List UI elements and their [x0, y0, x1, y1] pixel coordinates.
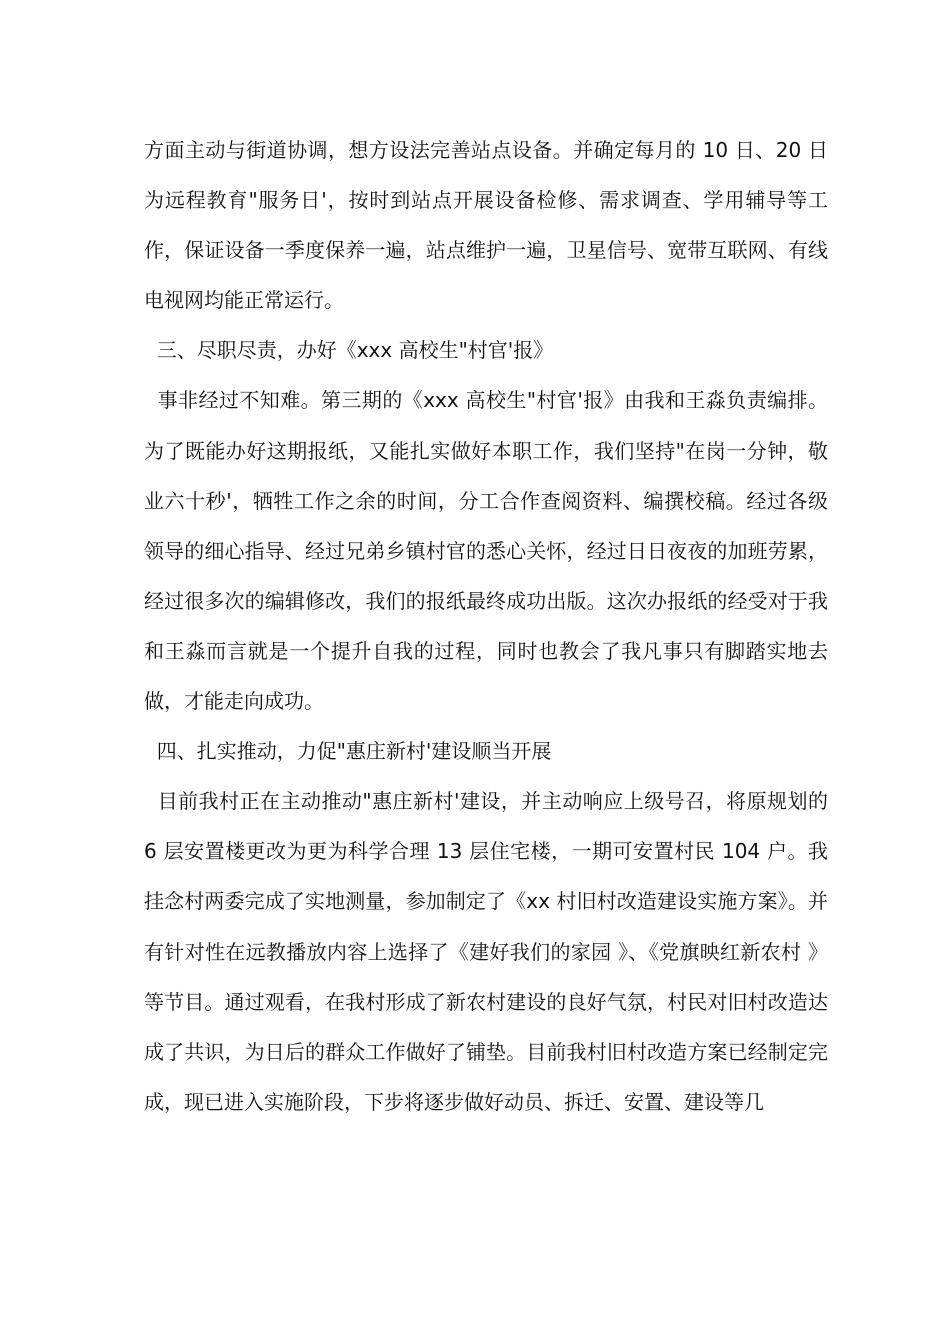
paragraph-site-equipment: 方面主动与街道协调，想方设法完善站点设备。并确定每月的 10 日、20 日为远程教育"服务日'，按时到站点开展设备检修、需求调查、学用辅导等工作，保证设备一季度保养一遍，站点维护一遍，卫星信号、宽带互联网、有线电视网均能正常运行。: [144, 138, 828, 313]
paragraph-new-village: 目前我村正在主动推动"惠庄新村'建设，并主动响应上级号召，将原规划的 6 层安置楼更改为更为科学合理 13 层住宅楼，一期可安置村民 104 户。我挂念村两委完成了实地测量，参加制定了《xx 村旧村改造建设实施方案》。并有针对性在远教播放内容上选择了《建好我们的家园 》、《党旗映红新农村 》等节目。通过观看，在我村形成了新农村建设的良好气氛，村民对旧村改造达成了共识，为日后的群众工作做好了铺垫。目前我村旧村改造方案已经制定完成，现已进入实施阶段，下步将逐步做好动员、拆迁、安置、建设等几: [144, 789, 835, 1114]
section-heading-3: 三、尽职尽责，办好《xxx 高校生"村官'报》: [144, 338, 554, 363]
paragraph-newspaper: 事非经过不知难。第三期的《xxx 高校生"村官'报》由我和王淼负责编排。为了既能办好这期报纸，又能扎实做好本职工作，我们坚持"在岗一分钟，敬业六十秒'，牺牲工作之余的时间，分工合作查阅资料、编撰校稿。经过各级领导的细心指导、经过兄弟乡镇村官的悉心关怀，经过日日夜夜的加班劳累，经过很多次的编辑修改，我们的报纸最终成功出版。这次办报纸的经受对于我和王淼而言就是一个提升自我的过程，同时也教会了我凡事只有脚踏实地去做，才能走向成功。: [144, 388, 829, 714]
document-body: [144, 125, 835, 1127]
section-heading-4: 四、扎实推动，力促"惠庄新村'建设顺当开展: [144, 739, 552, 764]
